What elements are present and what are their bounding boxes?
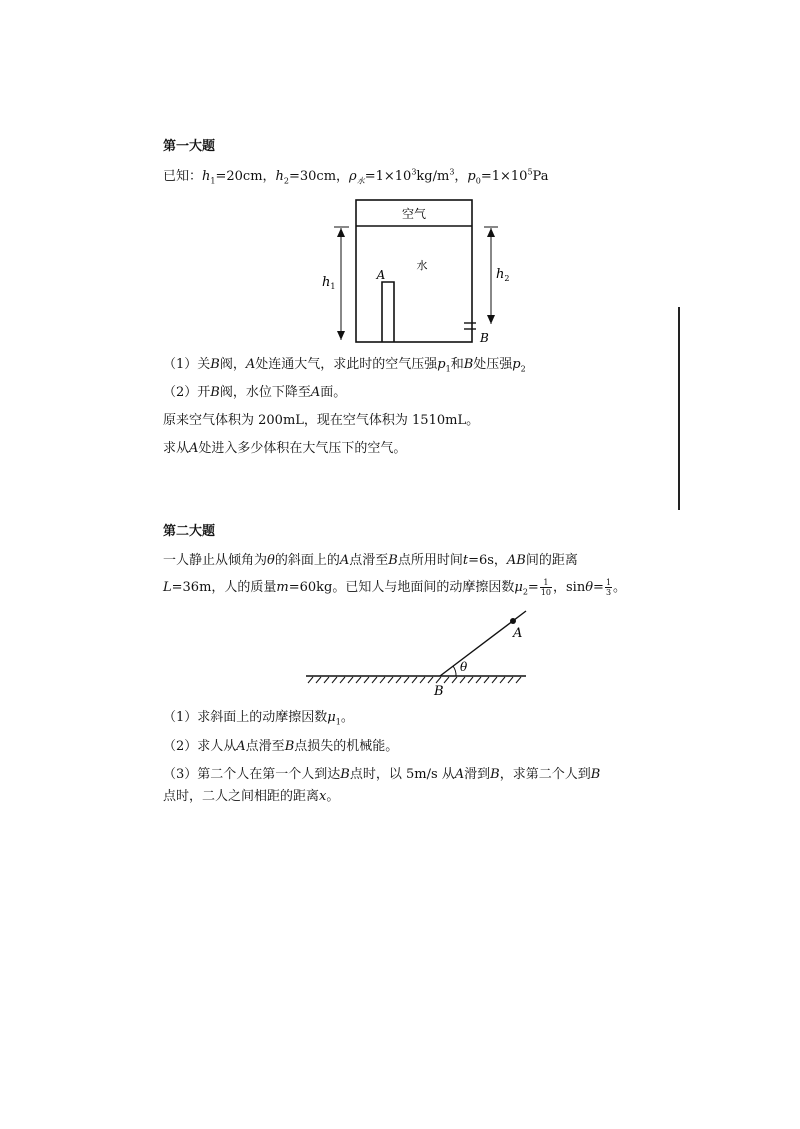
h2-arrow-top: [487, 228, 495, 237]
h1-arrow-top: [337, 228, 345, 237]
label-A: A: [376, 268, 386, 282]
question-2-3-cont: 点时，二人之间相距的距离x。: [163, 789, 340, 804]
air-label: 空气: [401, 207, 427, 221]
ground-hatching: [308, 677, 521, 683]
question-1-1: （1）关B阀，A处连通大气，求此时的空气压强$p_1$和B处压强$p_2$: [163, 357, 526, 374]
label-B-incline: B: [434, 684, 444, 699]
question-2-3: （3）第二个人在第一个人到达B点时，以 5m/s 从A滑到B，求第二个人到B: [163, 767, 601, 782]
question-1-3: 求从A处进入多少体积在大气压下的空气。: [163, 441, 407, 456]
problem-line-2: L=36m，人的质量m=60kg。已知人与地面间的动摩擦因数$\mu_2=$ $\frac{1}{10}$ ，sinθ= $\frac{1}{3}$ 。: [163, 578, 627, 597]
label-h2: $h_2$: [496, 267, 510, 283]
person-A-point: [510, 618, 516, 624]
fraction-mu2: $\frac{1}{10}$: [540, 578, 552, 597]
label-h1: $h_1$: [322, 275, 336, 291]
question-2-2: （2）求人从A点滑至B点损失的机械能。: [163, 739, 399, 754]
water-label: 水: [416, 259, 428, 272]
given-line: 已知：$h_1=20cm$，$h_2=30cm$，$\rho_水=1\times 10^3kg/m^3$，$p_0=1\times 10^5Pa$: [163, 167, 549, 186]
tube-A: [382, 282, 394, 342]
tank-diagram: [300, 190, 520, 350]
problem-line-1: 一人静止从倾角为θ的斜面上的A点滑至B点所用时间t=6s，AB间的距离: [163, 553, 578, 568]
volume-line: 原来空气体积为 200mL，现在空气体积为 1510mL。: [163, 413, 480, 428]
section1-title: 第一大题: [163, 139, 216, 154]
margin-bar: [678, 307, 680, 510]
h2-arrow-bottom: [487, 315, 495, 324]
question-2-1: （1）求斜面上的动摩擦因数$\mu_1$。: [163, 710, 354, 727]
label-A-incline: A: [513, 626, 523, 641]
label-B: B: [480, 331, 489, 345]
fraction-sin: $\frac{1}{3}$: [605, 578, 612, 597]
section2-title: 第二大题: [163, 524, 216, 539]
label-theta: θ: [460, 660, 468, 674]
tank-outline: [356, 200, 472, 342]
angle-arc: [453, 666, 456, 676]
incline-diagram: [300, 605, 540, 700]
h1-arrow-bottom: [337, 331, 345, 340]
question-1-2: （2）开B阀，水位下降至A面。: [163, 385, 347, 400]
